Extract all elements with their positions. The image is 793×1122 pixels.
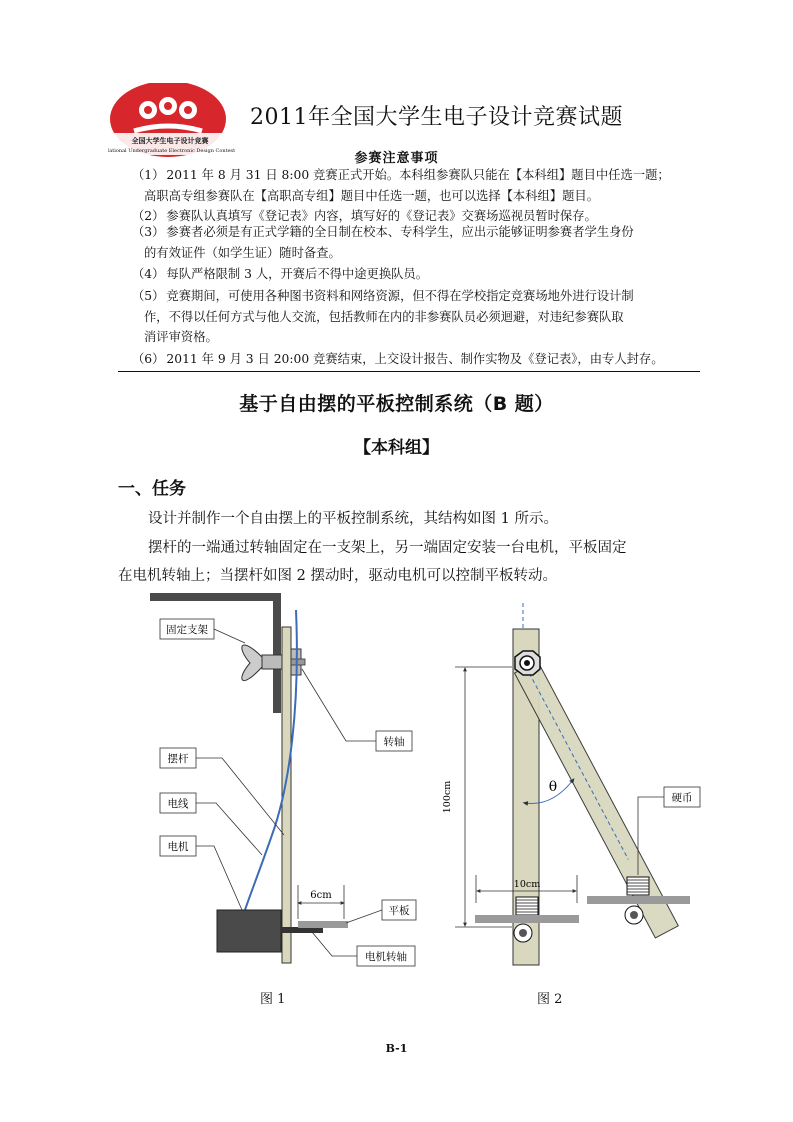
figure-1-caption: 图 1 [260, 992, 286, 1007]
notice-item-3: （3） 参赛者必须是有正式学籍的全日制在校本、专科学生，应出示能够证明参赛者学生身份 的有效证件（如学生证）随时备查。 [132, 225, 634, 260]
divider-rule [118, 371, 700, 372]
angle-label: θ [548, 779, 558, 795]
motor [217, 910, 281, 952]
label-wire: 电线 [167, 798, 189, 810]
plate-vertical [475, 915, 579, 923]
figure-2-caption: 图 2 [537, 992, 563, 1007]
notice-heading: 参赛注意事项 [354, 151, 439, 166]
figure-2 [442, 603, 700, 965]
task-paragraph-2-line-1: 摆杆的一端通过转轴固定在一支架上，另一端固定安装一台电机，平板固定 [148, 540, 627, 556]
group-label: 【本科组】 [354, 438, 439, 458]
task-paragraph-1: 设计并制作一个自由摆上的平板控制系统，其结构如图 1 所示。 [148, 511, 558, 527]
coin-stack-vertical [516, 897, 538, 915]
label-motor: 电机 [167, 841, 189, 853]
label-rod: 摆杆 [167, 753, 189, 765]
pivot-nut-icon [515, 651, 540, 675]
label-coin: 硬币 [671, 792, 693, 804]
plate-tilted [587, 896, 690, 904]
notice-item-6: （6） 2011 年 9 月 3 日 20:00 竞赛结束，上交设计报告、制作实物及《登记表》，由专人封存。 [132, 352, 664, 366]
height-label: 100cm [442, 780, 453, 814]
figure-1 [150, 597, 416, 966]
section-heading: 一、任务 [118, 479, 186, 499]
coin-stack-tilted [627, 877, 649, 895]
figures-diagram [0, 585, 793, 1015]
dim-6cm-label: 6cm [310, 890, 332, 901]
plate [298, 921, 348, 928]
notice-item-4: （4） 每队严格限制 3 人，开赛后不得中途更换队员。 [132, 267, 429, 281]
logo-text: 全国大学生电子设计竞赛 [131, 136, 209, 145]
notice-item-5: （5） 竞赛期间，可使用各种图书资料和网络资源，但不得在学校指定竞赛场地外进行设计制 作，不得以任何方式与他人交流，包括教师在内的非参赛队员必须迴避，对违纪参赛队取 消评审资格。 [132, 289, 634, 344]
page-number: B-1 [385, 1042, 408, 1055]
document-title: 2011年全国大学生电子设计竞赛试题 [250, 105, 623, 130]
label-motor-shaft: 电机转轴 [365, 951, 407, 963]
notice-item-2: （2） 参赛队认真填写《登记表》内容，填写好的《登记表》交赛场巡视员暂时保存。 [132, 209, 597, 223]
label-fixed-bracket: 固定支架 [166, 624, 208, 636]
notice-item-1: （1） 2011 年 8 月 31 日 8:00 竞赛正式开始。本科组参赛队只能在【本科组】题目中任选一题； 高职高专组参赛队在【高职高专组】题目中任选一题，也可以选择【本科组】题目。 [132, 168, 670, 203]
svg-text:National Undergraduate Electro: National Undergraduate Electronic Design Contest [108, 148, 236, 154]
label-shaft: 转轴 [383, 736, 405, 748]
label-plate: 平板 [388, 905, 410, 917]
width-label: 10cm [513, 879, 541, 890]
task-paragraph-2-line-2: 在电机转轴上；当摆杆如图 2 摆动时，驱动电机可以控制平板转动。 [118, 568, 557, 584]
problem-title: 基于自由摆的平板控制系统（B 题） [239, 393, 554, 415]
